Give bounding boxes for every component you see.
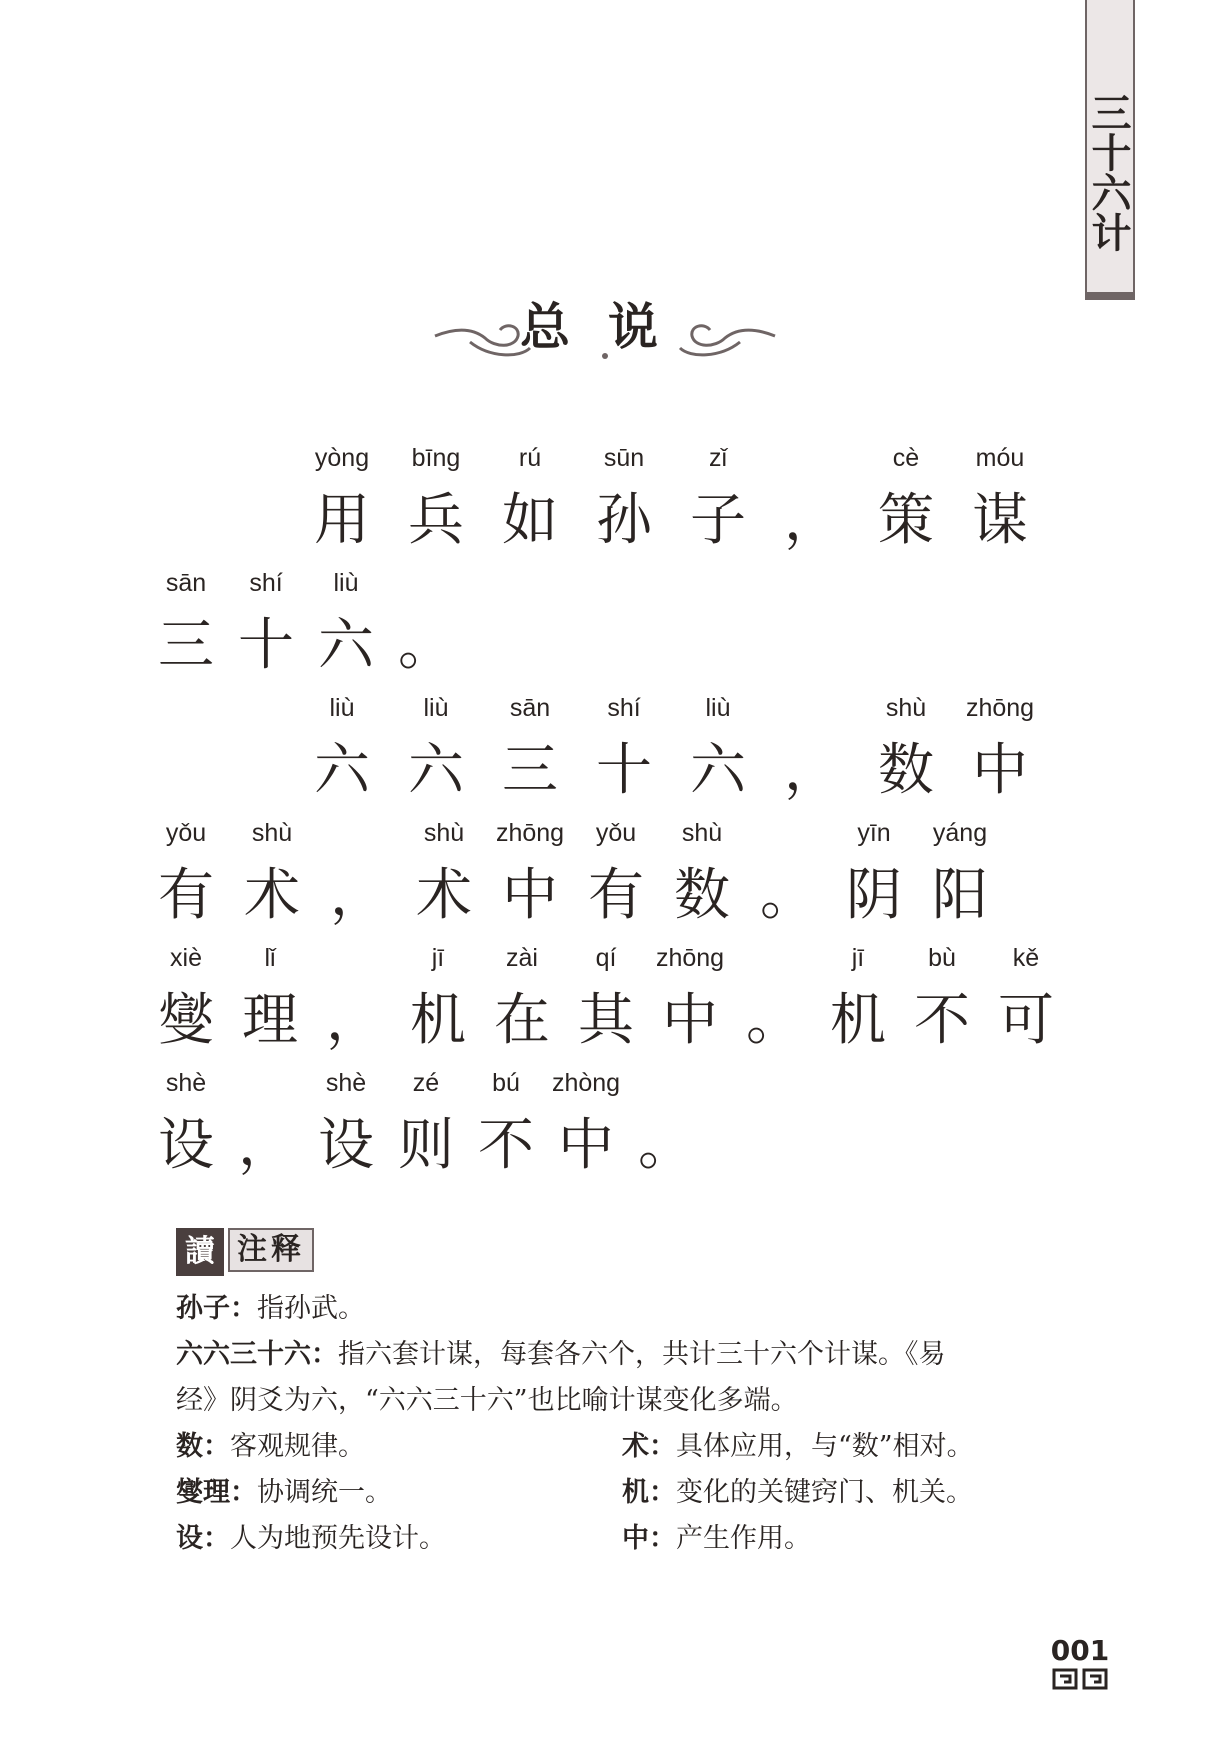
verse-character xyxy=(668,440,768,566)
pinyin: liù xyxy=(705,694,731,722)
hanzi: 孙 xyxy=(596,488,652,553)
hanzi: 其 xyxy=(578,988,634,1053)
notes-heading xyxy=(176,1228,314,1276)
pinyin: lǐ xyxy=(264,944,276,972)
verse-character xyxy=(222,815,322,941)
hanzi: 阳 xyxy=(932,863,988,928)
hanzi: 三 xyxy=(502,738,558,803)
hanzi: 机 xyxy=(830,988,886,1053)
pinyin: qí xyxy=(595,944,617,972)
pinyin xyxy=(762,690,862,726)
pinyin: liù xyxy=(423,694,449,722)
hanzi: 在 xyxy=(494,988,550,1053)
pinyin: shí xyxy=(249,569,283,597)
pinyin xyxy=(376,565,476,601)
pinyin: zài xyxy=(506,944,538,972)
hanzi: 中 xyxy=(662,988,718,1053)
verse-character xyxy=(136,815,236,941)
hanzi: 则 xyxy=(398,1113,454,1178)
hanzi: 中 xyxy=(558,1113,614,1178)
hanzi: 术 xyxy=(416,863,472,928)
pinyin: shè xyxy=(325,1069,367,1097)
pinyin xyxy=(308,815,408,851)
verse-character xyxy=(976,940,1076,1066)
pinyin: bù xyxy=(928,944,956,972)
pinyin: shí xyxy=(607,694,641,722)
pinyin: shù xyxy=(885,694,927,722)
hanzi: 机 xyxy=(410,988,466,1053)
hanzi: 有 xyxy=(158,863,214,928)
notes-stamp-icon: 讀 xyxy=(176,1228,224,1276)
pinyin: sūn xyxy=(603,444,645,472)
hanzi: ， xyxy=(784,738,840,803)
verse-character xyxy=(762,440,862,566)
hanzi: 数 xyxy=(878,738,934,803)
pinyin: sān xyxy=(509,694,551,722)
hanzi: 不 xyxy=(914,988,970,1053)
hanzi: 。 xyxy=(638,1113,694,1178)
verse-character xyxy=(480,815,580,941)
pinyin: xiè xyxy=(170,944,202,972)
pinyin: yòng xyxy=(314,444,370,472)
pinyin: bīng xyxy=(411,444,461,472)
notes-title: 注释 xyxy=(228,1228,314,1272)
note-item: 术：具体应用，与“数”相对。 xyxy=(622,1431,974,1462)
verse-character xyxy=(910,815,1010,941)
verse-character xyxy=(652,815,752,941)
pinyin: zǐ xyxy=(708,444,728,472)
note-item: 孙子：指孙武。 xyxy=(176,1293,365,1324)
pinyin: jī xyxy=(851,944,865,972)
pinyin: rú xyxy=(518,444,542,472)
verse-character xyxy=(738,815,838,941)
hanzi: 设 xyxy=(158,1113,214,1178)
verse-character xyxy=(386,690,486,816)
hanzi: 阴 xyxy=(846,863,902,928)
hanzi: 六 xyxy=(690,738,746,803)
hanzi: 六 xyxy=(318,613,374,678)
pinyin: móu xyxy=(975,444,1025,472)
page-number-ornament xyxy=(1052,1668,1108,1690)
verse-character xyxy=(566,815,666,941)
pinyin: shù xyxy=(251,819,293,847)
verse-character xyxy=(856,690,956,816)
pinyin: zhōng xyxy=(495,819,565,847)
pinyin xyxy=(738,815,838,851)
pinyin: shù xyxy=(423,819,465,847)
hanzi: 。 xyxy=(398,613,454,678)
pinyin: cè xyxy=(892,444,920,472)
hanzi: ， xyxy=(238,1113,294,1178)
hanzi: 十 xyxy=(596,738,652,803)
hanzi: 策 xyxy=(878,488,934,553)
pinyin: sān xyxy=(165,569,207,597)
note-item: 设：人为地预先设计。 xyxy=(176,1523,446,1554)
pinyin: liù xyxy=(333,569,359,597)
verse-character xyxy=(386,440,486,566)
hanzi: 。 xyxy=(746,988,802,1053)
note-item: 燮理：协调统一。 xyxy=(176,1477,392,1508)
note-item: 机：变化的关键窍门、机关。 xyxy=(622,1477,973,1508)
hanzi: 术 xyxy=(244,863,300,928)
hanzi: 用 xyxy=(314,488,370,553)
verse-character xyxy=(394,815,494,941)
note-item-continued: 经》阴爻为六，“六六三十六”也比喻计谋变化多端。 xyxy=(176,1385,798,1416)
pinyin: jī xyxy=(431,944,445,972)
pinyin: zé xyxy=(412,1069,440,1097)
hanzi: 设 xyxy=(318,1113,374,1178)
note-item: 中：产生作用。 xyxy=(622,1523,811,1554)
hanzi: 有 xyxy=(588,863,644,928)
pinyin: kě xyxy=(1012,944,1040,972)
pinyin: yáng xyxy=(932,819,988,847)
pinyin: shù xyxy=(681,819,723,847)
hanzi: 可 xyxy=(998,988,1054,1053)
pinyin: zhōng xyxy=(965,694,1035,722)
pinyin: bú xyxy=(492,1069,520,1097)
pinyin xyxy=(762,440,862,476)
hanzi: ， xyxy=(784,488,840,553)
hanzi: 不 xyxy=(478,1113,534,1178)
verse-character xyxy=(480,690,580,816)
hanzi: 中 xyxy=(972,738,1028,803)
verse-character xyxy=(292,690,392,816)
hanzi: 如 xyxy=(502,488,558,553)
verse-character xyxy=(574,440,674,566)
hanzi: 十 xyxy=(238,613,294,678)
verse-character xyxy=(950,440,1050,566)
page-title: 总说 xyxy=(520,297,696,356)
hanzi: 数 xyxy=(674,863,730,928)
pinyin: shè xyxy=(165,1069,207,1097)
hanzi: 谋 xyxy=(972,488,1028,553)
verse-character xyxy=(308,815,408,941)
hanzi: 三 xyxy=(158,613,214,678)
hanzi: 燮 xyxy=(158,988,214,1053)
hanzi: 子 xyxy=(690,488,746,553)
hanzi: ， xyxy=(326,988,382,1053)
verse-character xyxy=(856,440,956,566)
verse-character xyxy=(616,1065,716,1191)
hanzi: 理 xyxy=(242,988,298,1053)
note-item: 数：客观规律。 xyxy=(176,1431,365,1462)
pinyin: yǒu xyxy=(165,819,207,847)
verse-character xyxy=(824,815,924,941)
note-item: 六六三十六：指六套计谋，每套各六个，共计三十六个计谋。《易 xyxy=(176,1339,946,1370)
verse-character xyxy=(480,440,580,566)
pinyin: liù xyxy=(329,694,355,722)
verse-character xyxy=(668,690,768,816)
verse-character xyxy=(762,690,862,816)
hanzi: ， xyxy=(330,863,386,928)
page-number: 001 xyxy=(1050,1634,1110,1667)
pinyin: yīn xyxy=(857,819,891,847)
verse-character xyxy=(950,690,1050,816)
verse-character xyxy=(292,440,392,566)
hanzi: 兵 xyxy=(408,488,464,553)
verse-character xyxy=(376,565,476,691)
hanzi: 中 xyxy=(502,863,558,928)
book-section-title: 三十六计 xyxy=(1085,92,1132,252)
verse-character xyxy=(574,690,674,816)
hanzi: 六 xyxy=(314,738,370,803)
pinyin: yǒu xyxy=(595,819,637,847)
hanzi: 。 xyxy=(760,863,816,928)
pinyin: zhòng xyxy=(551,1069,621,1097)
hanzi: 六 xyxy=(408,738,464,803)
pinyin: zhōng xyxy=(655,944,725,972)
pinyin xyxy=(616,1065,716,1101)
